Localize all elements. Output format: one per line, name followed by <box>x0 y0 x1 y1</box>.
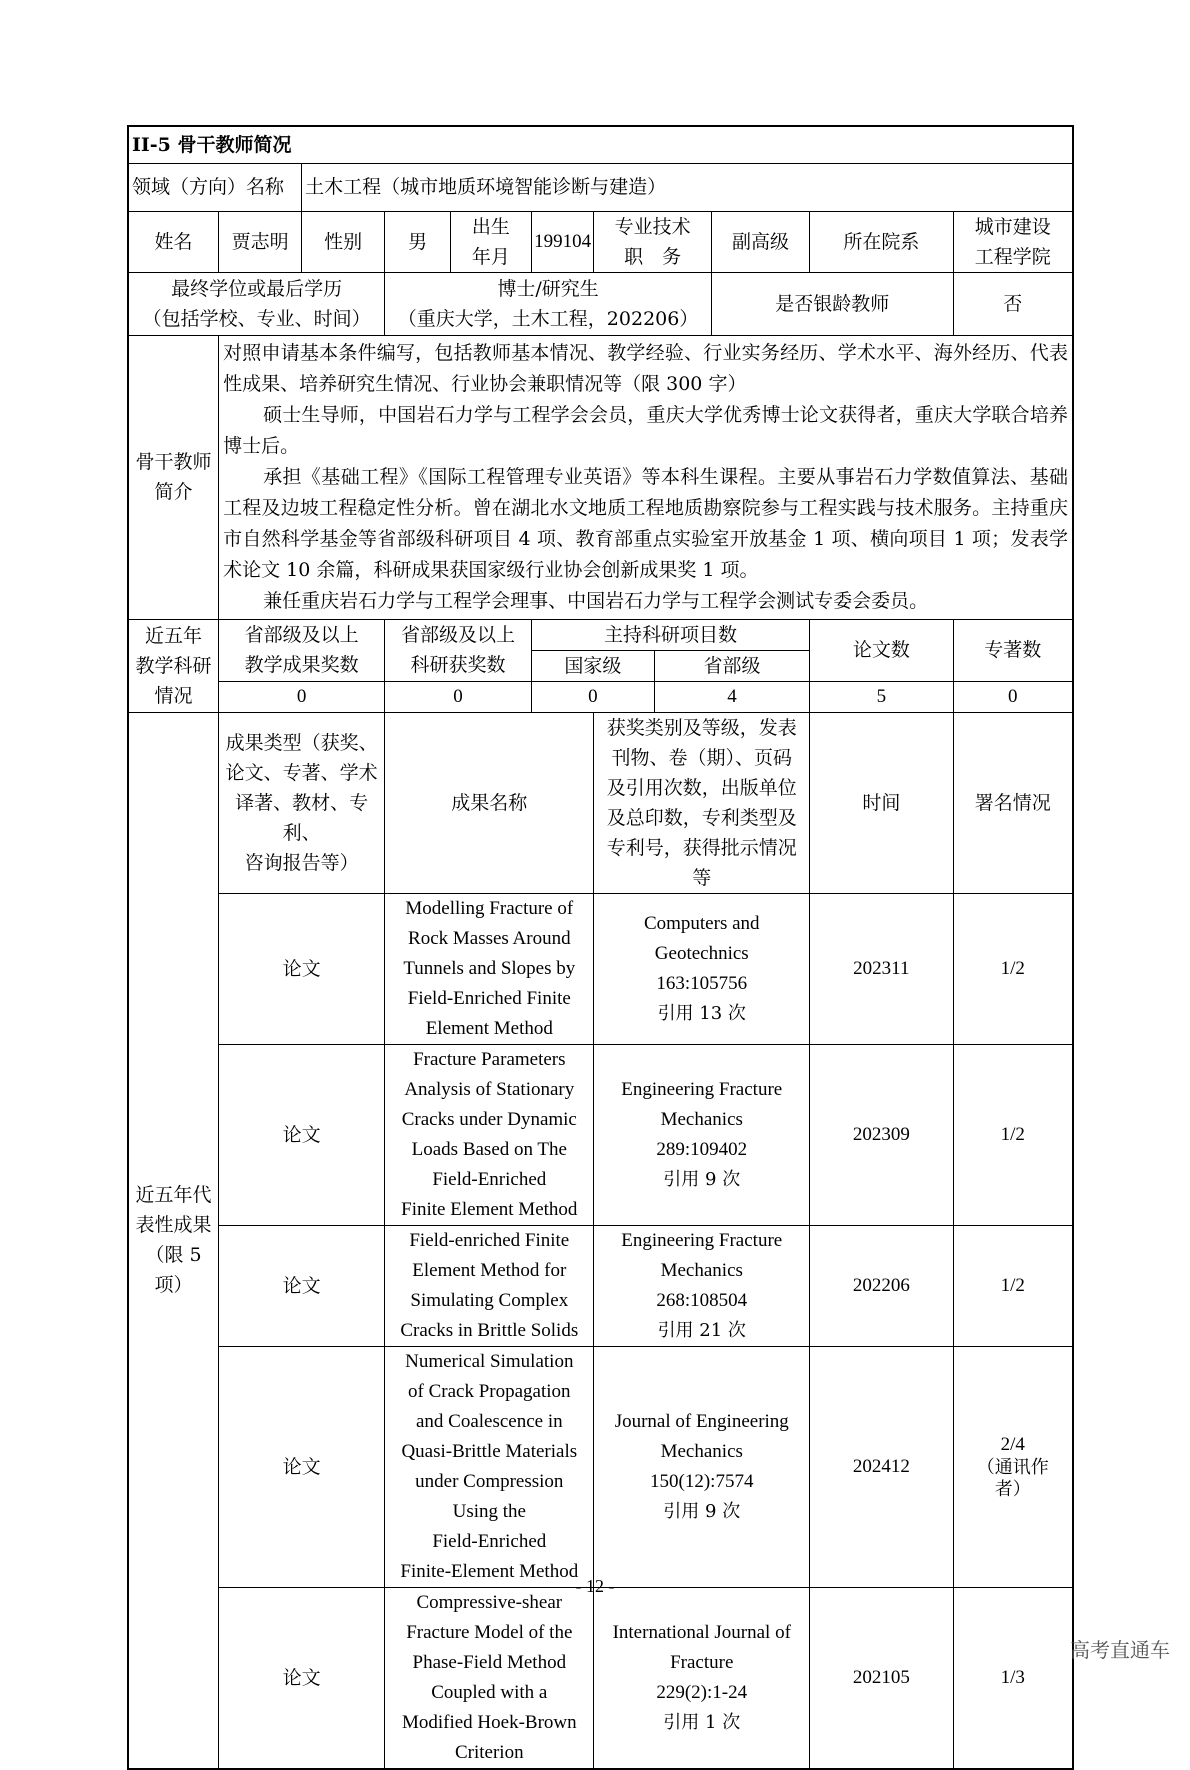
col-name-header: 成果名称 <box>385 712 594 893</box>
achievement-type: 论文 <box>219 1587 385 1769</box>
detail-line: Geotechnics <box>654 942 749 964</box>
col-time-header: 时间 <box>810 712 953 893</box>
title-line: Cracks under Dynamic <box>401 1108 577 1130</box>
title-line: Finite Element Method <box>401 1198 578 1220</box>
title-line: Tunnels and Slopes by <box>403 957 576 979</box>
citation-count: 引用 21 次 <box>657 1319 746 1341</box>
papers-label: 论文数 <box>810 619 953 681</box>
bio-content <box>219 335 1073 619</box>
author-line: 1/2 <box>1000 957 1025 979</box>
dept-value-line: 工程学院 <box>974 245 1051 268</box>
detail-line: Engineering Fracture <box>621 1078 783 1100</box>
page-number: - 12 - <box>575 1576 615 1596</box>
col-type-header <box>219 712 385 893</box>
title-line: Cracks in Brittle Solids <box>400 1319 579 1341</box>
author-line: 1/2 <box>1000 1123 1025 1145</box>
achievement-title <box>385 1044 594 1225</box>
author-line: 1/3 <box>1000 1666 1025 1688</box>
achievements-label <box>128 712 219 1769</box>
citation-count: 引用 1 次 <box>663 1711 741 1733</box>
detail-line: Mechanics <box>660 1108 743 1130</box>
achievement-type: 论文 <box>219 1044 385 1225</box>
title-line: Analysis of Stationary <box>404 1078 575 1100</box>
title-line: Rock Masses Around <box>408 927 571 949</box>
achievement-type: 论文 <box>219 893 385 1044</box>
title-line: Field-Enriched <box>432 1530 547 1552</box>
degree-label <box>128 272 385 335</box>
title-line: and Coalescence in <box>415 1410 563 1432</box>
degree-value-line: 博士/研究生 <box>497 277 599 300</box>
title-line: Compressive-shear <box>416 1591 563 1613</box>
research-award-count: 0 <box>385 681 532 712</box>
dept-value <box>953 211 1073 272</box>
achievement-title <box>385 1346 594 1587</box>
teacher-profile-table <box>127 125 1074 1770</box>
stats-label-line: 近五年 <box>145 624 203 647</box>
title-line: Simulating Complex <box>410 1289 569 1311</box>
title-line: Coupled with a <box>431 1681 548 1703</box>
detail-line: Mechanics <box>660 1259 743 1281</box>
title-line: Field-Enriched <box>432 1168 547 1190</box>
title-line: Modelling Fracture of <box>405 897 574 919</box>
teaching-award-count: 0 <box>219 681 385 712</box>
title-line: Criterion <box>454 1741 524 1763</box>
bio-label <box>128 335 219 619</box>
col-detail-line: 及引用次数，出版单位 <box>606 776 797 799</box>
provincial-project-count: 4 <box>654 681 809 712</box>
col-author-header: 署名情况 <box>953 712 1073 893</box>
detail-line: 268:108504 <box>656 1289 748 1311</box>
col-type-line: 成果类型（获奖、 <box>225 731 378 754</box>
section-id: II-5 <box>132 133 171 156</box>
section-title: 骨干教师简况 <box>177 133 292 156</box>
achievement-detail <box>594 1225 810 1346</box>
name-label: 姓名 <box>128 211 219 272</box>
bio-paragraph: 对照申请基本条件编写，包括教师基本情况、教学经验、行业实务经历、学术水平、海外经历、代表性成果、培养研究生情况、行业协会兼职情况等（限 300 字） <box>223 341 1068 395</box>
col-detail-line: 获奖类别及等级，发表 <box>606 716 797 739</box>
achievement-type: 论文 <box>219 1346 385 1587</box>
detail-line: International Journal of <box>612 1621 791 1643</box>
bio-paragraph: 兼任重庆岩石力学与工程学会理事、中国岩石力学与工程学会测试专委会委员。 <box>263 589 929 612</box>
col-detail-header <box>594 712 810 893</box>
gender-value: 男 <box>385 211 451 272</box>
birth-label-line: 出生 <box>471 215 510 238</box>
achievement-author <box>953 1587 1073 1769</box>
title-line: Using the <box>452 1500 526 1522</box>
title-line: Finite-Element Method <box>400 1560 579 1582</box>
title-line: Fracture Model of the <box>406 1621 573 1643</box>
achievement-type: 论文 <box>219 1225 385 1346</box>
detail-line: 289:109402 <box>656 1138 748 1160</box>
col-detail-line: 及总印数，专利类型及 <box>606 806 797 829</box>
stats-label-line: 情况 <box>154 684 193 707</box>
col-type-line: 译著、教材、专利、 <box>235 791 369 844</box>
achievement-detail <box>594 1587 810 1769</box>
title-value: 副高级 <box>711 211 809 272</box>
projects-label: 主持科研项目数 <box>531 619 809 650</box>
stats-label-line: 教学科研 <box>135 654 212 677</box>
col-type-line: 咨询报告等） <box>244 851 359 874</box>
detail-line: Journal of Engineering <box>614 1410 789 1432</box>
title-line: Numerical Simulation <box>405 1350 574 1372</box>
bio-paragraph: 硕士生导师，中国岩石力学与工程学会会员，重庆大学优秀博士论文获得者，重庆大学联合培养博士后。 <box>223 403 1068 457</box>
citation-count: 引用 9 次 <box>663 1500 741 1522</box>
title-label-line: 职 务 <box>624 245 682 268</box>
national-project-count: 0 <box>531 681 654 712</box>
detail-line: 150(12):7574 <box>650 1470 754 1492</box>
achievement-time: 202412 <box>810 1346 953 1587</box>
col-type-line: 论文、专著、学术 <box>225 761 378 784</box>
achievement-time: 202105 <box>810 1587 953 1769</box>
degree-label-line: 最终学位或最后学历 <box>171 277 343 300</box>
achievement-author <box>953 1044 1073 1225</box>
achievement-author <box>953 893 1073 1044</box>
author-line: 1/2 <box>1000 1274 1025 1296</box>
title-line: Field-Enriched Finite <box>407 987 571 1009</box>
research-award-label-line: 科研获奖数 <box>410 654 506 676</box>
paper-count: 5 <box>810 681 953 712</box>
citation-count: 引用 9 次 <box>663 1168 741 1190</box>
achievement-time: 202309 <box>810 1044 953 1225</box>
col-detail-line: 等 <box>692 866 712 889</box>
watermark: 高考直通车 <box>1070 1638 1170 1662</box>
field-value: 土木工程（城市地质环境智能诊断与建造） <box>302 163 1073 211</box>
achievement-author <box>953 1225 1073 1346</box>
research-award-label <box>385 619 532 681</box>
teaching-award-label-line: 省部级及以上 <box>244 624 359 646</box>
achievement-detail <box>594 1346 810 1587</box>
gender-label: 性别 <box>302 211 385 272</box>
title-line: Element Method <box>425 1017 553 1039</box>
detail-line: Fracture <box>670 1651 734 1673</box>
title-line: Field-enriched Finite <box>409 1229 570 1251</box>
silver-teacher-value: 否 <box>953 272 1073 335</box>
books-label: 专著数 <box>953 619 1073 681</box>
achievement-title <box>385 1587 594 1769</box>
teaching-award-label-line: 教学成果奖数 <box>244 654 359 676</box>
detail-line: Computers and <box>643 912 760 934</box>
title-label-line: 专业技术 <box>614 215 691 238</box>
dept-label: 所在院系 <box>810 211 953 272</box>
author-line: 2/4 <box>1000 1433 1025 1455</box>
name-value: 贾志明 <box>219 211 302 272</box>
achievements-label-line: 项） <box>154 1274 193 1296</box>
detail-line: 163:105756 <box>656 972 748 994</box>
achievements-label-line: 表性成果 <box>135 1214 212 1236</box>
field-label: 领域（方向）名称 <box>128 163 302 211</box>
achievement-title <box>385 893 594 1044</box>
teaching-award-label <box>219 619 385 681</box>
achievements-label-line: （限 5 <box>145 1244 202 1266</box>
achievement-detail <box>594 893 810 1044</box>
title-line: Quasi-Brittle Materials <box>401 1440 578 1462</box>
title-line: Modified Hoek-Brown <box>401 1711 577 1733</box>
birth-value: 199104 <box>531 211 594 272</box>
title-line: Phase-Field Method <box>412 1651 567 1673</box>
col-detail-line: 专利号，获得批示情况 <box>606 836 797 859</box>
degree-value-line: （重庆大学，土木工程，202206） <box>397 307 699 330</box>
bio-paragraph: 承担《基础工程》《国际工程管理专业英语》等本科生课程。主要从事岩石力学数值算法、基础工程及边坡工程稳定性分析。曾在湖北水文地质工程地质勘察院参与工程实践与技术服务。主持重庆市自然科学基金等省部级科研项目 4 项、教育部重点实验室开放基金 1 项、横向项目 1 项；发表学术论文 10 余篇，科研成果获国家级行业协会创新成果奖 1 项。 <box>223 465 1068 581</box>
achievement-title <box>385 1225 594 1346</box>
achievements-label-line: 近五年代 <box>135 1184 212 1206</box>
detail-line: Engineering Fracture <box>621 1229 783 1251</box>
title-line: Fracture Parameters <box>413 1048 566 1070</box>
birth-label-line: 年月 <box>471 245 510 268</box>
degree-label-line: （包括学校、专业、时间） <box>142 307 371 330</box>
title-line: of Crack Propagation <box>408 1380 571 1402</box>
citation-count: 引用 13 次 <box>657 1002 746 1024</box>
stats-label <box>128 619 219 712</box>
silver-teacher-label: 是否银龄教师 <box>711 272 953 335</box>
dept-value-line: 城市建设 <box>974 215 1051 238</box>
title-line: under Compression <box>415 1470 564 1492</box>
degree-value <box>385 272 712 335</box>
provincial-label: 省部级 <box>654 650 809 681</box>
title-line: Loads Based on The <box>411 1138 567 1160</box>
title-line: Element Method for <box>412 1259 567 1281</box>
national-label: 国家级 <box>531 650 654 681</box>
detail-line: Mechanics <box>660 1440 743 1462</box>
birth-label <box>450 211 531 272</box>
detail-line: 229(2):1-24 <box>656 1681 748 1703</box>
section-header <box>128 126 1073 163</box>
title-label <box>594 211 712 272</box>
author-line: （通讯作 <box>976 1456 1049 1477</box>
research-award-label-line: 省部级及以上 <box>401 624 516 646</box>
achievement-time: 202206 <box>810 1225 953 1346</box>
bio-label-text: 骨干教师简介 <box>135 451 212 503</box>
author-line: 者） <box>994 1478 1031 1499</box>
book-count: 0 <box>953 681 1073 712</box>
col-detail-line: 刊物、卷（期）、页码 <box>611 746 792 769</box>
achievement-time: 202311 <box>810 893 953 1044</box>
achievement-detail <box>594 1044 810 1225</box>
achievement-author <box>953 1346 1073 1587</box>
